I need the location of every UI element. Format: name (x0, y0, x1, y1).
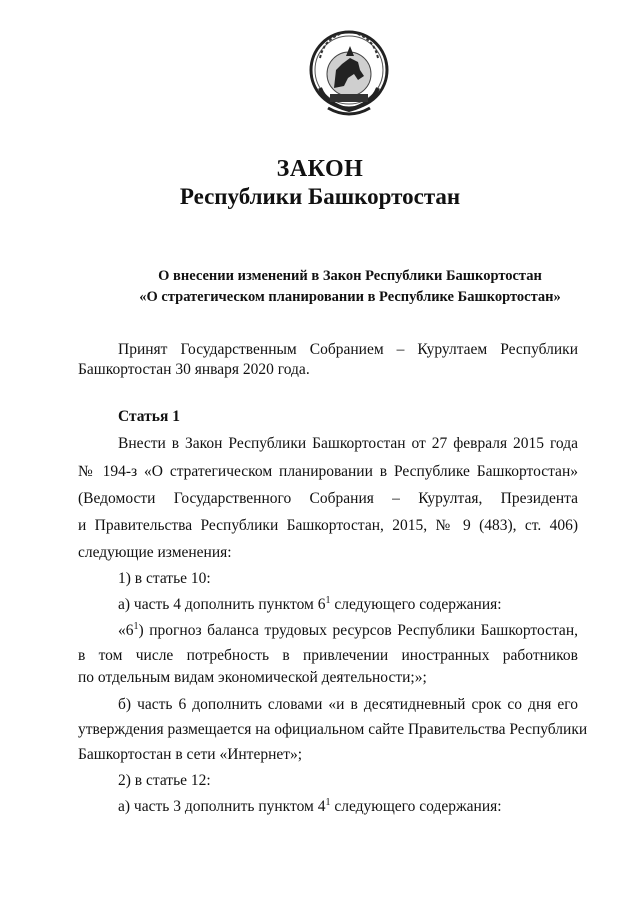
item-1a-text-end: следующего содержания: (330, 596, 502, 613)
document-type-title: ЗАКОН (276, 156, 364, 182)
paragraph-line: и Правительства Республики Башкортостан, 2015, № 9 (483), ст. 406) (78, 517, 578, 534)
paragraph-line: Внести в Закон Республики Башкортостан от 27 февраля 2015 года (118, 435, 578, 452)
item-1a (118, 595, 578, 615)
quote-line: по отдельным видам экономической деятельности;»; (78, 669, 427, 686)
item-2a-text: а) часть 3 дополнить пунктом 4 (118, 798, 326, 815)
item-1b-line: Башкортостан в сети «Интернет»; (78, 746, 303, 763)
item-1a-text: а) часть 4 дополнить пунктом 6 (118, 596, 326, 613)
quote-line: в том числе потребность в привлечении иностранных работников (78, 647, 578, 664)
item-2a (118, 797, 578, 817)
republic-title: Республики Башкортостан (179, 184, 461, 209)
superscript: 1 (325, 595, 331, 606)
item-2a-text-end: следующего содержания: (330, 798, 502, 815)
item-1b-line: б) часть 6 дополнить словами «и в десятидневный срок со дня его (118, 696, 578, 713)
adoption-line1: Принят Государственным Собранием – Курултаем Республики (118, 341, 578, 358)
law-subject-line1: О внесении изменений в Закон Республики Башкортостан (158, 268, 542, 284)
paragraph-line: следующие изменения: (78, 544, 232, 561)
paragraph-line: (Ведомости Государственного Собрания – Курултая, Президента (78, 490, 578, 507)
article-heading: Статья 1 (118, 408, 180, 425)
item-2: 2) в статье 12: (118, 772, 211, 789)
quote-open: «6 (118, 622, 134, 639)
superscript: 1 (133, 621, 139, 632)
superscript: 1 (325, 797, 331, 808)
item-1b-line: утверждения размещается на официальном сайте Правительства Республики (78, 721, 588, 738)
item-1: 1) в статье 10: (118, 570, 211, 587)
quote-text: ) прогноз баланса трудовых ресурсов Республики Башкортостан, (138, 622, 578, 639)
adoption-line2: Башкортостан 30 января 2020 года. (78, 361, 310, 378)
bashkortostan-coat-of-arms-icon (306, 28, 392, 118)
law-subject-line2: «О стратегическом планировании в Республике Башкортостан» (139, 289, 561, 305)
paragraph-line: № 194-з «О стратегическом планировании в Республике Башкортостан» (78, 463, 578, 480)
quote-line (118, 621, 578, 641)
